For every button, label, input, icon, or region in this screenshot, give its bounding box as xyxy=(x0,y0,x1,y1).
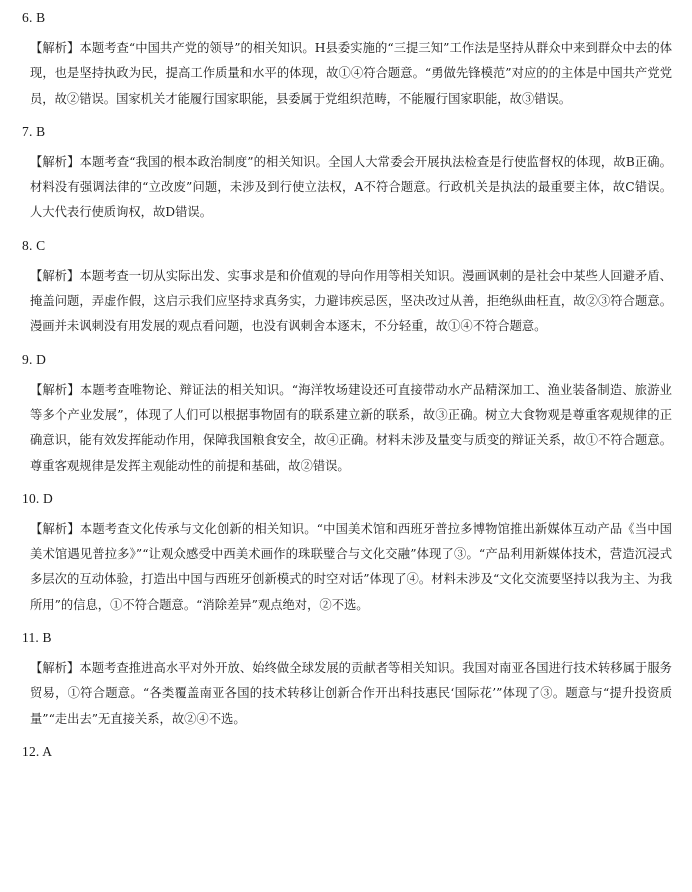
analysis-text: 本题考查“中国共产党的领导”的相关知识。H县委实施的“三提三知”工作法是坚持从群众中来到群众中去的体现，也是坚持执政为民，提高工作质量和水平的体现，故①④符合题意。“勇做先锋模范”对应的的主体是中国共产党党员，故②错误。国家机关才能履行国家职能，县委属于党组织范畴，不能履行国家职能，故③错误。 xyxy=(30,41,672,106)
question-12 xyxy=(22,743,672,761)
analysis-tag: 【解析】 xyxy=(30,154,80,169)
question-10 xyxy=(22,490,672,618)
analysis-tag: 【解析】 xyxy=(30,41,80,55)
analysis-text: 本题考查推进高水平对外开放、始终做全球发展的贡献者等相关知识。我国对南亚各国进行技术转移属于服务贸易，①符合题意。“各类覆盖南亚各国的技术转移让创新合作开出科技惠民‘国际花’”体现了③。题意与“提升投资质量”“走出去”无直接关系，故②④不选。 xyxy=(30,661,672,726)
analysis-paragraph xyxy=(30,150,672,226)
analysis-paragraph xyxy=(30,36,672,112)
analysis-tag: 【解析】 xyxy=(30,521,80,536)
analysis-text: 本题考查一切从实际出发、实事求是和价值观的导向作用等相关知识。漫画讽刺的是社会中某些人回避矛盾、掩盖问题，弄虚作假，这启示我们应坚持求真务实，力避讳疾忌医，坚决改过从善，拒绝纵曲枉直，故②③符合题意。漫画并未讽刺没有用发展的观点看问题，也没有讽刺舍本逐末，不分轻重，故①④不符合题意。 xyxy=(30,268,672,334)
analysis-tag: 【解析】 xyxy=(30,268,80,283)
analysis-paragraph xyxy=(30,656,672,732)
question-number: 10. D xyxy=(22,490,53,506)
question-number: 6. B xyxy=(22,10,46,25)
analysis-text: 本题考查唯物论、辩证法的相关知识。“海洋牧场建设还可直接带动水产品精深加工、渔业装备制造、旅游业等多个产业发展”，体现了人们可以根据事物固有的联系建立新的联系，故③正确。树立大食物观是尊重客观规律的正确意识，能有效发挥能动作用，保障我国粮食安全，故④正确。材料未涉及量变与质变的辩证关系，故①不符合题意。尊重客观规律是发挥主观能动性的前提和基础，故②错误。 xyxy=(30,382,672,473)
question-number: 7. B xyxy=(22,123,46,139)
analysis-paragraph xyxy=(30,517,672,618)
question-11 xyxy=(22,629,672,732)
question-9 xyxy=(22,351,672,479)
analysis-tag: 【解析】 xyxy=(30,382,80,397)
question-8 xyxy=(22,237,672,340)
question-number: 11. B xyxy=(22,630,52,646)
question-7 xyxy=(22,123,672,226)
question-number: 12. A xyxy=(22,743,53,759)
analysis-tag: 【解析】 xyxy=(30,661,80,676)
question-6 xyxy=(22,9,672,112)
question-number: 9. D xyxy=(22,351,47,367)
analysis-text: 本题考查“我国的根本政治制度”的相关知识。全国人大常委会开展执法检查是行使监督权的体现，故B正确。材料没有强调法律的“立改废”问题，未涉及到行使立法权，A不符合题意。行政机关是执法的最重要主体，故C错误。人大代表行使质询权，故D错误。 xyxy=(30,154,672,220)
analysis-text: 本题考查文化传承与文化创新的相关知识。“中国美术馆和西班牙普拉多博物馆推出新媒体互动产品《当中国美术馆遇见普拉多》”“让观众感受中西美术画作的珠联璧合与文化交融”体现了③。“产品利用新媒体技术，营造沉浸式多层次的互动体验，打造出中国与西班牙创新模式的时空对话”体现了④。材料未涉及“文化交流要坚持以我为主、为我所用”的信息，①不符合题意。“消除差异”观点绝对，②不选。 xyxy=(30,521,672,612)
analysis-paragraph xyxy=(30,264,672,340)
question-number: 8. C xyxy=(22,237,46,253)
analysis-paragraph xyxy=(30,378,672,479)
